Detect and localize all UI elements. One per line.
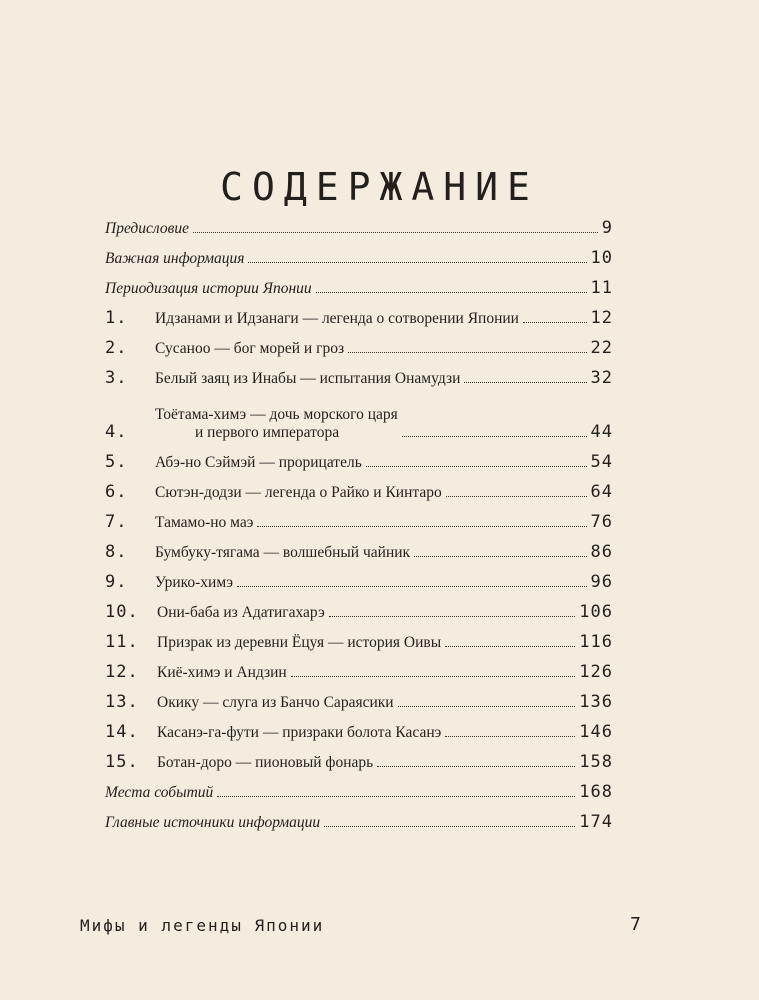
toc-entry-label: Тамамо-но маэ <box>155 514 254 531</box>
toc-entry-page: 44 <box>590 422 613 442</box>
toc-entry-number: 8. <box>105 542 128 562</box>
toc-entry-number: 6. <box>105 482 128 502</box>
toc-entry-label: Они-баба из Адатигахарэ <box>157 604 325 621</box>
toc-entry <box>105 562 613 592</box>
dot-leader <box>257 526 586 527</box>
running-footer-title: Мифы и легенды Японии <box>80 916 325 935</box>
toc-entry-page: 11 <box>590 278 613 298</box>
table-of-contents <box>105 208 613 832</box>
toc-entry-label: Важная информация <box>105 250 245 267</box>
toc-entry-label: Ботан-доро — пионовый фонарь <box>157 754 374 771</box>
toc-entry-page: 54 <box>590 452 613 472</box>
toc-entry <box>105 772 613 802</box>
toc-entry <box>105 622 613 652</box>
toc-entry-label: Предисловие <box>105 220 189 237</box>
toc-entry-page: 96 <box>590 572 613 592</box>
toc-entry-page: 146 <box>579 722 613 742</box>
page-title: СОДЕРЖАНИЕ <box>220 165 539 210</box>
toc-entry-number: 13. <box>105 692 139 712</box>
toc-entry-label: Периодизация истории Японии <box>105 280 312 297</box>
toc-entry-label-line1: Тоётама-химэ — дочь морского царя <box>155 406 398 423</box>
toc-entry-number: 2. <box>105 338 128 358</box>
toc-entry <box>105 208 613 238</box>
toc-entry-label: Касанэ-га-фути — призраки болота Касанэ <box>157 724 442 741</box>
toc-entry-page: 9 <box>601 218 613 238</box>
toc-entry-page: 64 <box>590 482 613 502</box>
dot-leader <box>414 556 586 557</box>
toc-entry <box>105 358 613 388</box>
dot-leader <box>402 436 587 437</box>
toc-entry-label <box>155 406 398 442</box>
dot-leader <box>366 466 587 467</box>
toc-entry-page: 86 <box>590 542 613 562</box>
toc-entry-page: 116 <box>579 632 613 652</box>
toc-entry <box>105 268 613 298</box>
dot-leader <box>445 646 575 647</box>
toc-entry-page: 32 <box>590 368 613 388</box>
toc-entry-number: 9. <box>105 572 128 592</box>
dot-leader <box>523 322 587 323</box>
dot-leader <box>329 616 576 617</box>
toc-entry-number: 15. <box>105 752 139 772</box>
dot-leader <box>324 826 575 827</box>
toc-entry-page: 158 <box>579 752 613 772</box>
toc-entry-number: 12. <box>105 662 139 682</box>
toc-entry-number: 11. <box>105 632 139 652</box>
toc-entry-label: Главные источники информации <box>105 814 321 831</box>
toc-entry-page: 174 <box>579 812 613 832</box>
dot-leader <box>248 262 586 263</box>
dot-leader <box>291 676 576 677</box>
toc-entry-label: Киё-химэ и Андзин <box>157 664 287 681</box>
toc-entry <box>105 532 613 562</box>
toc-entry-page: 168 <box>579 782 613 802</box>
toc-entry <box>105 652 613 682</box>
toc-entry-page: 136 <box>579 692 613 712</box>
toc-entry <box>105 298 613 328</box>
dot-leader <box>464 382 586 383</box>
toc-entry-number: 7. <box>105 512 128 532</box>
toc-entry <box>105 472 613 502</box>
toc-entry-page: 76 <box>590 512 613 532</box>
toc-entry-label: Абэ-но Сэймэй — прорицатель <box>155 454 362 471</box>
toc-entry-number: 14. <box>105 722 139 742</box>
toc-entry-number: 5. <box>105 452 128 472</box>
dot-leader <box>217 796 575 797</box>
dot-leader <box>193 232 598 233</box>
toc-entry-label: Белый заяц из Инабы — испытания Онамудзи <box>155 370 461 387</box>
toc-entry-label: Бумбуку-тягама — волшебный чайник <box>155 544 411 561</box>
dot-leader <box>237 586 587 587</box>
toc-entry-label: Идзанами и Идзанаги — легенда о сотворении Японии <box>155 310 519 327</box>
toc-entry <box>105 742 613 772</box>
toc-entry-page: 126 <box>579 662 613 682</box>
toc-entry-label-line2: и первого императора <box>195 424 340 441</box>
toc-entry-label: Окику — слуга из Банчо Сараясики <box>157 694 394 711</box>
toc-entry-page: 22 <box>590 338 613 358</box>
toc-entry <box>105 592 613 622</box>
toc-entry-label: Места событий <box>105 784 214 801</box>
toc-entry <box>105 328 613 358</box>
toc-entry-label: Урико-химэ <box>155 574 234 591</box>
toc-entry-label: Сютэн-додзи — легенда о Райко и Кинтаро <box>155 484 442 501</box>
toc-entry <box>105 682 613 712</box>
toc-entry <box>105 238 613 268</box>
toc-entry-label: Сусаноо — бог морей и гроз <box>155 340 345 357</box>
dot-leader <box>377 766 575 767</box>
toc-entry <box>105 802 613 832</box>
toc-entry <box>105 388 613 442</box>
dot-leader <box>398 706 576 707</box>
toc-entry-page: 106 <box>579 602 613 622</box>
page-number: 7 <box>630 914 641 935</box>
toc-entry-number: 4. <box>105 422 128 442</box>
dot-leader <box>348 352 586 353</box>
toc-entry-page: 10 <box>590 248 613 268</box>
toc-entry-number: 1. <box>105 308 128 328</box>
dot-leader <box>445 736 575 737</box>
toc-entry <box>105 502 613 532</box>
toc-entry <box>105 442 613 472</box>
toc-entry-label: Призрак из деревни Ёцуя — история Оивы <box>157 634 442 651</box>
dot-leader <box>446 496 587 497</box>
dot-leader <box>316 292 587 293</box>
toc-entry-number: 10. <box>105 602 139 622</box>
toc-entry-number: 3. <box>105 368 128 388</box>
toc-entry-page: 12 <box>590 308 613 328</box>
toc-entry <box>105 712 613 742</box>
